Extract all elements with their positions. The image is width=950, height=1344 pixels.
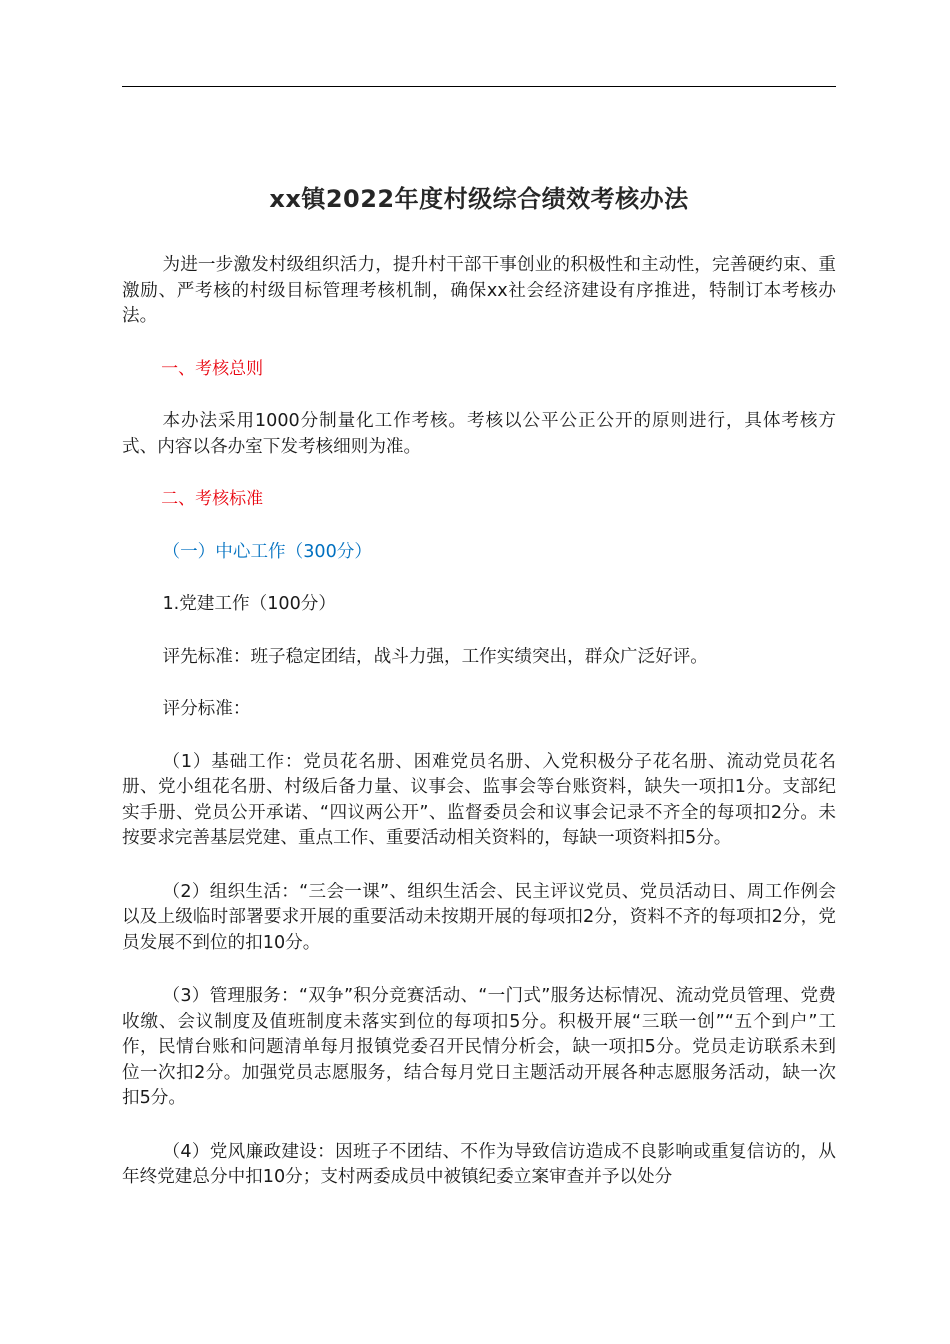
document-body	[122, 182, 836, 1191]
section-1-heading: 一、考核总则	[161, 358, 264, 379]
criterion-management-service: （3）管理服务：“双争”积分竞赛活动、“一门式”服务达标情况、流动党员管理、党费收缴、会议制度及值班制度未落实到位的每项扣5分。积极开展“三联一创”“五个到户”工作，民情台账和问题清单每月报镇党委召开民情分析会，缺一项扣5分。党员走访联系未到位一次扣2分。加强党员志愿服务，结合每月党日主题活动开展各种志愿服务活动，缺一次扣5分。	[122, 986, 836, 1108]
intro-paragraph: 为进一步激发村级组织活力，提升村干部干事创业的积极性和主动性，完善硬约束、重激励、严考核的村级目标管理考核机制，确保xx社会经济建设有序推进，特制订本考核办法。	[122, 255, 836, 326]
document-title: xx镇2022年度村级综合绩效考核办法	[269, 185, 689, 213]
excellence-standard: 评先标准：班子稳定团结，战斗力强，工作实绩突出，群众广泛好评。	[162, 646, 708, 667]
section-2-heading: 二、考核标准	[161, 489, 264, 509]
section-1-body: 本办法采用1000分制量化工作考核。考核以公平公正公开的原则进行，具体考核方式、内容以各办室下发考核细则为准。	[122, 411, 836, 457]
subsection-heading: （一）中心工作（300分）	[162, 541, 372, 562]
criterion-organization-life: （2）组织生活：“三会一课”、组织生活会、民主评议党员、党员活动日、周工作例会以及上级临时部署要求开展的重要活动未按期开展的每项扣2分，资料不齐的每项扣2分，党员发展不到位的扣10分。	[122, 881, 836, 953]
criterion-basic-work: （1）基础工作：党员花名册、困难党员名册、入党积极分子花名册、流动党员花名册、党小组花名册、村级后备力量、议事会、监事会等台账资料，缺失一项扣1分。支部纪实手册、党员公开承诺、“四议两公开”、监督委员会和议事会记录不齐全的每项扣2分。未按要求完善基层党建、重点工作、重要活动相关资料的，每缺一项资料扣5分。	[122, 751, 836, 848]
scoring-label: 评分标准：	[162, 699, 251, 719]
item-title: 1.党建工作（100分）	[162, 594, 336, 614]
criterion-integrity-building: （4）党风廉政建设：因班子不团结、不作为导致信访造成不良影响或重复信访的，从年终党建总分中扣10分；支村两委成员中被镇纪委立案审查并予以处分	[122, 1141, 836, 1187]
header-rule	[122, 86, 836, 87]
